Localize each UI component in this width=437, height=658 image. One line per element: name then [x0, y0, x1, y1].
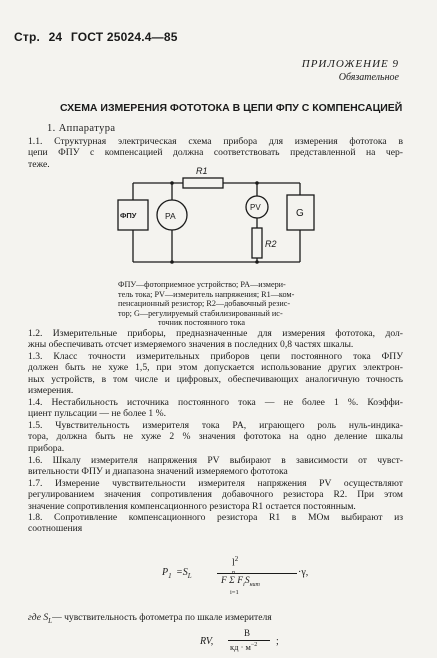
text-line: жны обеспечивать отсчет измеряемого значения в последних 0,8 частях шкалы. [28, 339, 354, 351]
text-line: 1.1. Структурная электрическая схема прибора для измерения фототока в [28, 136, 403, 147]
junction-dot [255, 260, 259, 264]
text-line: регулированием значения сопротивления добавочного резистора R2. При этом [28, 489, 403, 501]
header-page-number: 24 [48, 30, 63, 44]
text-line: значение сопротивления компенсационного резистора R1 остается постоянным. [28, 500, 356, 512]
formula-r1 [162, 555, 312, 605]
appendix-status: Обязательное [338, 72, 399, 83]
fraction-bar [228, 640, 270, 641]
formula2-numerator: В [244, 628, 251, 638]
formula-denominator: F Σ $F_iS_{нит}$ [221, 576, 260, 588]
paragraph-1-6 [28, 455, 403, 478]
appendix-title: ПРИЛОЖЕНИЕ 9 [301, 58, 399, 70]
header-standard: ГОСТ 25024.4—85 [70, 30, 178, 44]
text-line: соотношения [28, 523, 83, 535]
junction-dot [170, 181, 174, 185]
label-pa: PA [165, 211, 176, 221]
text-line: ных устройств, в том числе и цифровых, обеспечивающих аналогичную точность [28, 373, 403, 385]
formula-eq: $=S_L$ [176, 567, 192, 580]
label-g: G [296, 208, 304, 219]
text-line: циент пульсации — не более 1 %. [28, 408, 166, 420]
formula-numerator: $l^2$ [232, 555, 239, 569]
label-r1: R1 [196, 166, 208, 176]
formula-lhs: $P_1$ [162, 567, 172, 580]
paragraph-1-2 [28, 328, 403, 351]
paragraph-1-5 [28, 420, 403, 454]
junction-dot [170, 260, 174, 264]
text-line: вительности ФПУ и диапазона значений измеряемого фототока [28, 466, 288, 478]
resistor-r1 [183, 178, 223, 188]
paragraph-1-7 [28, 478, 403, 512]
label-pv: PV [250, 203, 261, 212]
text-line: измерения. [28, 384, 74, 396]
figure-caption [118, 280, 333, 328]
caption-line: точник постоянного тока [158, 318, 245, 328]
formula2-lhs: RV, [200, 636, 214, 647]
text-line: тора, должна быть не хуже 2 % значения фототока на одно деление шкалы [28, 431, 403, 443]
text-line: 1.7. Измерение чувствительности измерителя напряжения PV осуществляют [28, 478, 403, 489]
formula-rv [200, 628, 320, 658]
text-line: цепи ФПУ с компенсацией должна соответствовать представленной на чер- [28, 147, 403, 159]
caption-line: ФПУ—фотоприемное устройство; PA—измери- [118, 280, 286, 289]
text-line: 1.8. Сопротивление компенсационного резистора R1 в МОм выбирают из [28, 512, 403, 523]
caption-line: пенсационный резистор; R2—добавочный резис- [118, 299, 291, 309]
paragraph-1-3 [28, 351, 403, 396]
formula-tail: ·γ, [298, 567, 309, 578]
text-line: 1.6. Шкалу измерителя напряжения PV выбирают в зависимости от чувст- [28, 455, 403, 466]
paragraph-1-8 [28, 512, 403, 535]
text-line: 1.5. Чувствительность измерителя тока PA, играющего роль нуль-индика- [28, 420, 403, 431]
paragraph-1-4 [28, 397, 403, 420]
junction-dot [255, 181, 259, 185]
text-line: прибора. [28, 442, 65, 454]
text-line: 1.2. Измерительные приборы, предназначенные для измерения фототока, дол- [28, 328, 403, 339]
sum-bottom: i=1 [230, 589, 239, 596]
caption-line: тор; G—регулируемый стабилизированный ис- [118, 308, 283, 318]
label-r2: R2 [265, 239, 277, 249]
resistor-r2 [252, 228, 262, 258]
header-prefix: Стр. [14, 30, 41, 44]
formula2-tail: ; [276, 636, 279, 647]
text-line: теже. [28, 158, 50, 170]
fraction-bar [217, 573, 297, 574]
caption-line: тель тока; PV—измеритель напряжения; R1—ком- [118, 289, 295, 299]
text-line: должен быть не хуже 1,5, при этом допускается использование других электрон- [28, 362, 403, 374]
text-line: 1.3. Класс точности измерительных приборов цепи постоянного тока ФПУ [28, 351, 403, 362]
section-heading: 1. Аппаратура [47, 123, 116, 134]
document-title: СХЕМА ИЗМЕРЕНИЯ ФОТОТОКА В ЦЕПИ ФПУ С КОМПЕНСАЦИЕЙ [60, 102, 403, 114]
where-line: где $S_L—$ чувствительность фотометра по шкале измерителя [28, 612, 272, 625]
label-fpu: ФПУ [120, 211, 137, 220]
text-line: 1.4. Нестабильность источника постоянного тока — не более 1 %. Коэффи- [28, 397, 403, 408]
sum-top: n [232, 569, 236, 576]
formula2-denominator: кд · $м^{-2}$ [230, 642, 258, 652]
